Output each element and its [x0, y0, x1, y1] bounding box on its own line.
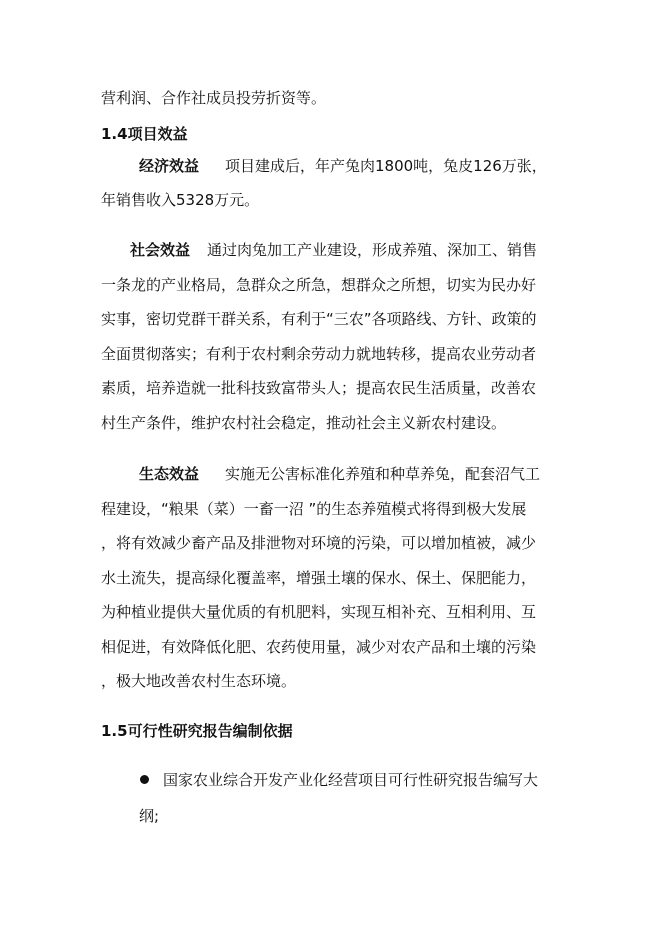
section-heading-1-5: 1.5可行性研究报告编制依据 — [101, 722, 293, 740]
social-line-4: 全面贯彻落实；有利于农村剩余劳动力就地转移，提高农业劳动者 — [101, 345, 537, 363]
social-line-6: 村生产条件，维护农村社会稳定，推动社会主义新农村建设。 — [101, 414, 507, 432]
intro-line: 营利润、合作社成员投劳折资等。 — [101, 89, 327, 107]
social-title: 社会效益 — [130, 241, 191, 259]
economic-line-1: 项目建成后，年产兔肉1800吨，兔皮126万张， — [225, 157, 547, 175]
bullet-icon — [140, 775, 149, 784]
social-line-1: 通过肉兔加工产业建设，形成养殖、深加工、销售 — [207, 241, 538, 259]
bullet-item-line-1: 国家农业综合开发产业化经营项目可行性研究报告编写大 — [163, 771, 539, 789]
ecological-title: 生态效益 — [139, 465, 200, 483]
ecological-line-4: 水土流失，提高绿化覆盖率，增强土壤的保水、保土、保肥能力， — [101, 569, 537, 587]
ecological-line-6: 相促进，有效降低化肥、农药使用量，减少对农产品和土壤的污染 — [101, 638, 537, 656]
social-line-3: 实事，密切党群干群关系，有利于“三农”各项路线、方针、政策的 — [101, 310, 537, 328]
ecological-line-1: 实施无公害标准化养殖和种草养兔，配套沼气工 — [225, 465, 541, 483]
section-heading-1-4: 1.4项目效益 — [101, 125, 188, 143]
ecological-line-3: ，将有效减少畜产品及排泄物对环境的污染，可以增加植被，减少 — [101, 534, 537, 552]
social-line-2: 一条龙的产业格局，急群众之所急，想群众之所想，切实为民办好 — [101, 276, 537, 294]
ecological-line-2: 程建设，“粮果（菜）一畜一沼 ”的生态养殖模式将得到极大发展 — [101, 500, 527, 518]
social-line-5: 素质，培养造就一批科技致富带头人；提高农民生活质量，改善农 — [101, 379, 537, 397]
ecological-line-5: 为种植业提供大量优质的有机肥料，实现互相补充、互相利用、互 — [101, 603, 537, 621]
economic-line-2: 年销售收入5328万元。 — [101, 191, 260, 209]
bullet-item-line-2: 纲; — [139, 807, 160, 825]
ecological-line-7: ，极大地改善农村生态环境。 — [101, 672, 297, 690]
economic-title: 经济效益 — [139, 157, 200, 175]
